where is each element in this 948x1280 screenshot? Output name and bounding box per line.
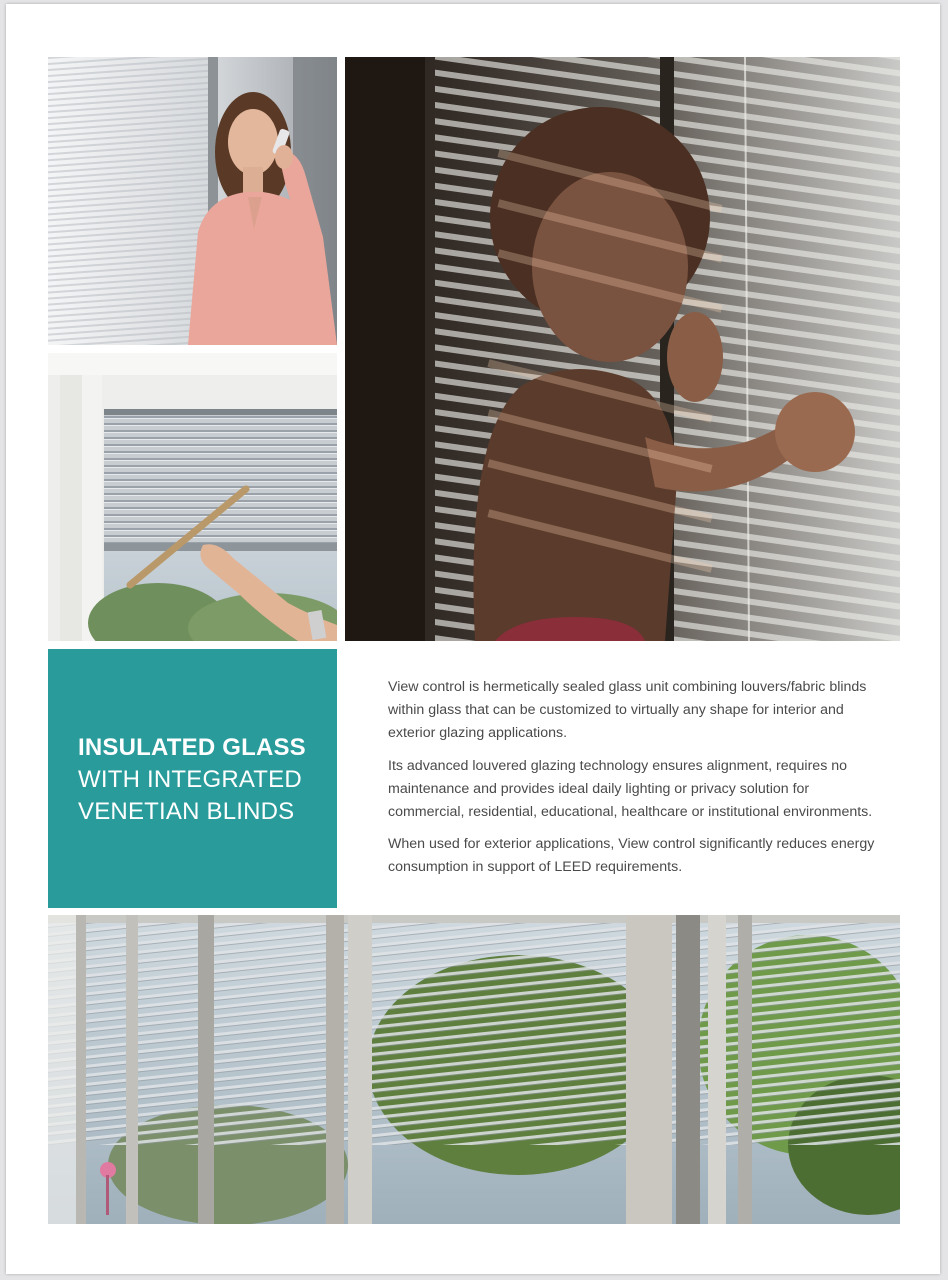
title-block (48, 649, 337, 908)
paragraph-1: View control is hermetically sealed glass unit combining louvers/fabric blinds within glass that can be customized to virtually any shape for interior and exterior glazing applications. (388, 679, 867, 742)
photo-window-cleaning (48, 353, 337, 641)
photo-windows-with-blinds (48, 915, 900, 1224)
title-line-1: INSULATED GLASS (78, 734, 306, 761)
paragraph-2: Its advanced louvered glazing technology ensures alignment, requires no maintenance and provides ideal daily lighting or privacy solution for commercial, residential, educational, healthcare or institutional environments. (388, 757, 873, 821)
photo-child-at-blinds (345, 57, 900, 641)
brochure-page (6, 4, 940, 1274)
photo-woman-on-phone (48, 57, 337, 345)
title-line-2: WITH INTEGRATED (78, 766, 302, 793)
description-text (388, 676, 888, 889)
title-line-3: VENETIAN BLINDS (78, 798, 295, 825)
paragraph-3: When used for exterior applications, View control significantly reduces energy consumption in support of LEED requirements. (388, 836, 875, 876)
